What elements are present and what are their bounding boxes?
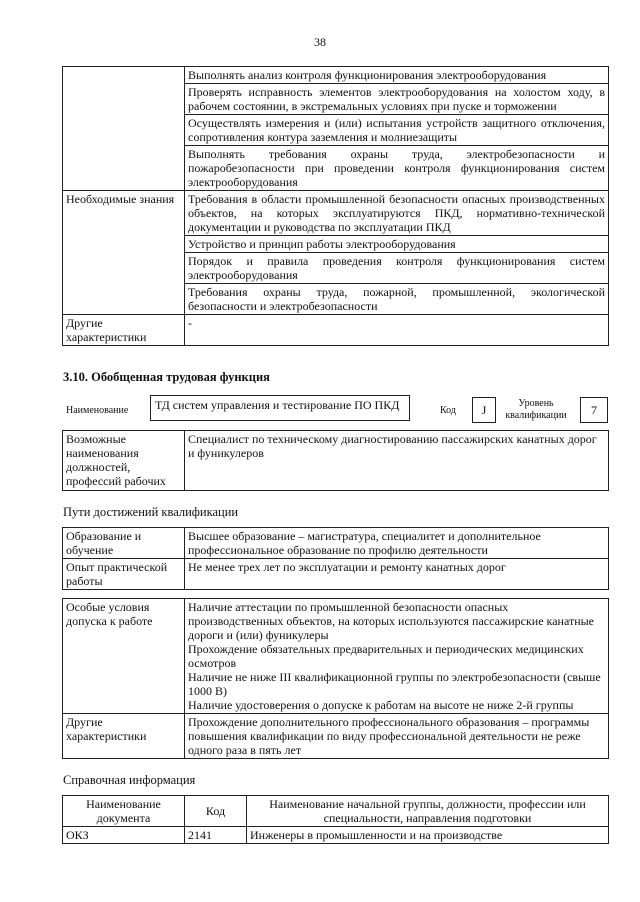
paths-caption: Пути достижений квалификации <box>63 505 239 519</box>
condition-line: Прохождение обязательных предварительных и периодических медицинских осмотров <box>188 642 584 670</box>
education-value: Высшее образование – магистратура, специалитет и дополнительное профессиональное образование по профилю деятельности <box>185 528 609 559</box>
function-name-box: ТД систем управления и тестирование ПО ПКД <box>150 395 410 421</box>
experience-label: Опыт практической работы <box>63 559 185 590</box>
skill-row: Осуществлять измерения и (или) испытания устройств защитного отключения, сопротивления контура заземления и молниезащиты <box>185 115 609 146</box>
conditions-other-label: Другие характеристики <box>63 714 185 759</box>
level-value-box: 7 <box>580 397 608 423</box>
conditions-table <box>62 598 609 759</box>
positions-label: Возможные наименования должностей, профессий рабочих <box>63 431 185 491</box>
ref-row-name: Инженеры в промышленности и на производстве <box>247 827 609 844</box>
skill-row: Проверять исправность элементов электрооборудования на холостом ходу, в рабочем состоянии, в экстремальных условиях при пуске и торможении <box>185 84 609 115</box>
ref-header-code: Код <box>185 796 247 827</box>
positions-table <box>62 430 609 491</box>
name-label: Наименование <box>66 405 129 416</box>
ref-header-name: Наименование начальной группы, должности, профессии или специальности, направления подготовки <box>247 796 609 827</box>
education-label: Образование и обучение <box>63 528 185 559</box>
conditions-other-value: Прохождение дополнительного профессионального образования – программы повышения квалификации по виду профессиональной деятельности не реже одного раза в пять лет <box>185 714 609 759</box>
other-characteristics-value: - <box>185 315 609 346</box>
code-value-box: J <box>472 397 496 423</box>
reference-caption: Справочная информация <box>63 773 196 787</box>
top-table <box>62 66 609 346</box>
ref-row-code: 2141 <box>185 827 247 844</box>
skills-label-cell <box>63 67 185 191</box>
skill-row: Выполнять анализ контроля функционирования электрооборудования <box>185 67 609 84</box>
knowledge-row: Устройство и принцип работы электрооборудования <box>185 236 609 253</box>
positions-value: Специалист по техническому диагностированию пассажирских канатных дорог и фуникулеров <box>185 431 609 491</box>
skill-row: Выполнять требования охраны труда, электробезопасности и пожаробезопасности при проведении контроля функционирования систем электрооборудования <box>185 146 609 191</box>
knowledge-row: Требования охраны труда, пожарной, промышленной, экологической безопасности и электробезопасности <box>185 284 609 315</box>
section-heading: 3.10. Обобщенная трудовая функция <box>63 370 270 384</box>
knowledge-row: Порядок и правила проведения контроля функционирования систем электрооборудования <box>185 253 609 284</box>
reference-table <box>62 795 609 844</box>
code-label: Код <box>440 405 456 416</box>
page-number: 38 <box>314 35 326 49</box>
level-label: Уровень квалификации <box>505 398 567 421</box>
education-table <box>62 527 609 590</box>
conditions-value <box>185 599 609 714</box>
conditions-label: Особые условия допуска к работе <box>63 599 185 714</box>
knowledge-label: Необходимые знания <box>63 191 185 315</box>
ref-row-doc: ОКЗ <box>63 827 185 844</box>
condition-line: Наличие не ниже III квалификационной группы по электробезопасности (свыше 1000 В) <box>188 670 601 698</box>
condition-line: Наличие аттестации по промышленной безопасности опасных производственных объектов, на которых используются пассажирские канатные дороги и (или) фуникулеры <box>188 600 595 642</box>
other-characteristics-label: Другие характеристики <box>63 315 185 346</box>
condition-line: Наличие удостоверения о допуске к работам на высоте не ниже 2-й группы <box>188 698 574 712</box>
experience-value: Не менее трех лет по эксплуатации и ремонту канатных дорог <box>185 559 609 590</box>
ref-header-doc: Наименование документа <box>63 796 185 827</box>
knowledge-row: Требования в области промышленной безопасности опасных производственных объектов, на которых эксплуатируются ПКД, нормативно-технической документации и руководства по эксплуатации ПКД <box>185 191 609 236</box>
